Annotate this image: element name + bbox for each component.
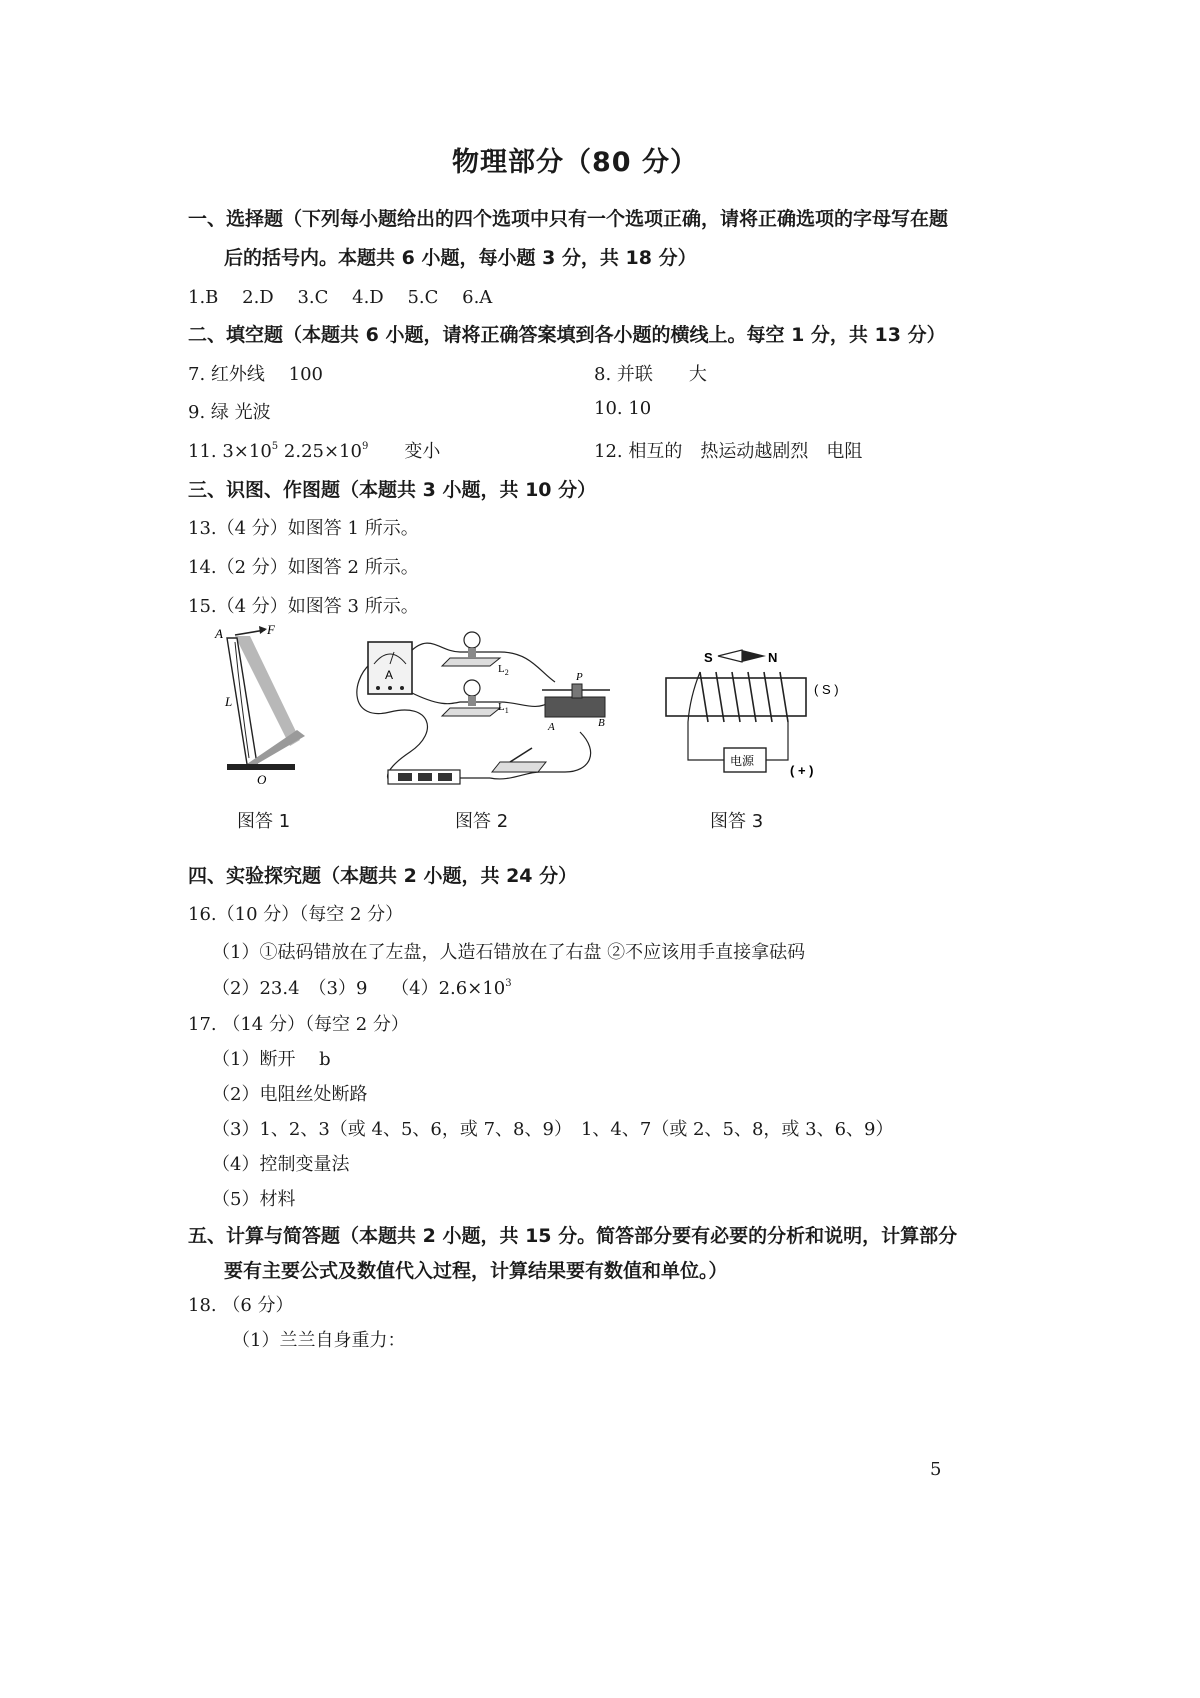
answer-q12: 12. 相互的 热运动越剧烈 电阻 (594, 441, 863, 462)
section-1-heading-cont: 后的括号内。本题共 6 小题，每小题 3 分，共 18 分） (224, 247, 697, 269)
page-number: 5 (930, 1459, 942, 1480)
answer-q17: 17. （14 分）（每空 2 分） (188, 1014, 409, 1035)
lamp-bulb-l2 (464, 632, 480, 648)
figure-3-caption: 图答 3 (710, 811, 764, 832)
ground (227, 764, 295, 770)
compass-needle (742, 650, 766, 662)
answer-q11 (188, 437, 440, 463)
q11-exp-a: 5 (271, 441, 279, 452)
answer-q16-1: （1）①砝码错放在了左盘，人造石错放在了右盘 ②不应该用手直接拿砝码 (212, 942, 806, 963)
lamp-base-l2 (442, 658, 500, 666)
q11-part-a: 11. 3×10 (188, 441, 272, 462)
label-P: P (576, 671, 583, 683)
battery-cell (438, 773, 452, 781)
answer-q15: 15.（4 分）如图答 3 所示。 (188, 596, 419, 617)
page-title: 物理部分（80 分） (452, 147, 698, 178)
q11-part-c: 变小 (368, 441, 441, 462)
force-arrowhead (259, 626, 267, 634)
choice-answers: 1.B 2.D 3.C 4.D 5.C 6.A (188, 287, 493, 308)
label-L1: $L_1$ (498, 701, 509, 715)
q11-part-b: 2.25×10 (278, 441, 362, 462)
section-2-heading: 二、填空题（本题共 6 小题，请将正确答案填到各小题的横线上。每空 1 分，共 13 分） (188, 324, 946, 346)
answer-q17-5: （5）材料 (212, 1189, 296, 1210)
answer-q16-2 (212, 974, 512, 1000)
terminal-answer: ( + ) (790, 763, 814, 778)
answer-q8: 8. 并联 大 (594, 364, 707, 385)
circuit-wire (410, 692, 550, 706)
ammeter-terminal (400, 686, 404, 690)
label-L2: $L_2$ (498, 663, 509, 677)
answer-q7: 7. 红外线 100 (188, 364, 323, 385)
needle-label-N: N (768, 650, 778, 665)
pole-answer: ( S ) (814, 682, 839, 697)
figure-2-caption: 图答 2 (455, 811, 509, 832)
q16-2-exp: 3 (505, 978, 512, 989)
q11-exp-b: 9 (361, 441, 369, 452)
answer-q14: 14.（2 分）如图答 2 所示。 (188, 557, 419, 578)
lamp-base-l1 (442, 708, 500, 716)
label-F: F (267, 622, 275, 637)
answer-q10: 10. 10 (594, 398, 652, 419)
label-L: L (225, 694, 233, 709)
label-B-terminal: B (598, 717, 605, 729)
figure-2-circuit (350, 622, 640, 800)
lamp-bulb-l1 (464, 680, 480, 696)
coil-wire (766, 722, 788, 760)
lamp-socket-l1 (468, 696, 476, 706)
figure-1-lever (205, 618, 315, 793)
answer-q18-1: （1）兰兰自身重力： (232, 1330, 406, 1351)
rheostat-coil (545, 697, 605, 717)
label-A-terminal: A (548, 721, 555, 733)
answer-q13: 13.（4 分）如图答 1 所示。 (188, 518, 419, 539)
section-4-heading: 四、实验探究题（本题共 2 小题，共 24 分） (188, 865, 578, 887)
q16-2-text: （2）23.4 （3）9 （4）2.6×10 (212, 978, 506, 999)
lever-shadow-base (247, 730, 305, 764)
section-5-heading-cont: 要有主要公式及数值代入过程，计算结果要有数值和单位。） (224, 1260, 728, 1282)
lamp-socket-l2 (468, 648, 476, 658)
rheostat-slider (572, 684, 582, 698)
section-3-heading: 三、识图、作图题（本题共 3 小题，共 10 分） (188, 479, 597, 501)
label-A: A (215, 626, 223, 641)
answer-q18: 18. （6 分） (188, 1295, 294, 1316)
label-O: O (257, 772, 267, 787)
compass-needle (718, 650, 742, 662)
ammeter-terminal (388, 686, 392, 690)
section-1-heading: 一、选择题（下列每小题给出的四个选项中只有一个选项正确，请将正确选项的字母写在题 (188, 208, 949, 230)
battery-cell (398, 773, 412, 781)
battery-cell (418, 773, 432, 781)
switch-lever (510, 748, 532, 762)
switch-base (492, 762, 546, 772)
needle-label-S: S (704, 650, 713, 665)
answer-q16: 16.（10 分）（每空 2 分） (188, 904, 404, 925)
power-source-label: 电源 (730, 754, 755, 768)
figure-3-electromagnet (660, 642, 870, 787)
ammeter-terminal (376, 686, 380, 690)
answer-q9: 9. 绿 光波 (188, 402, 271, 423)
answer-q17-1: （1）断开 b (212, 1049, 331, 1070)
section-5-heading: 五、计算与简答题（本题共 2 小题，共 15 分。简答部分要有必要的分析和说明，计算部分 (188, 1225, 958, 1247)
answer-q17-4: （4）控制变量法 (212, 1154, 350, 1175)
answer-q17-2: （2）电阻丝处断路 (212, 1084, 368, 1105)
answer-q17-3: （3）1、2、3（或 4、5、6，或 7、8、9） 1、4、7（或 2、5、8，或 3、6、9） (212, 1119, 894, 1140)
ammeter-label: A (385, 668, 394, 682)
figure-1-caption: 图答 1 (237, 811, 291, 832)
